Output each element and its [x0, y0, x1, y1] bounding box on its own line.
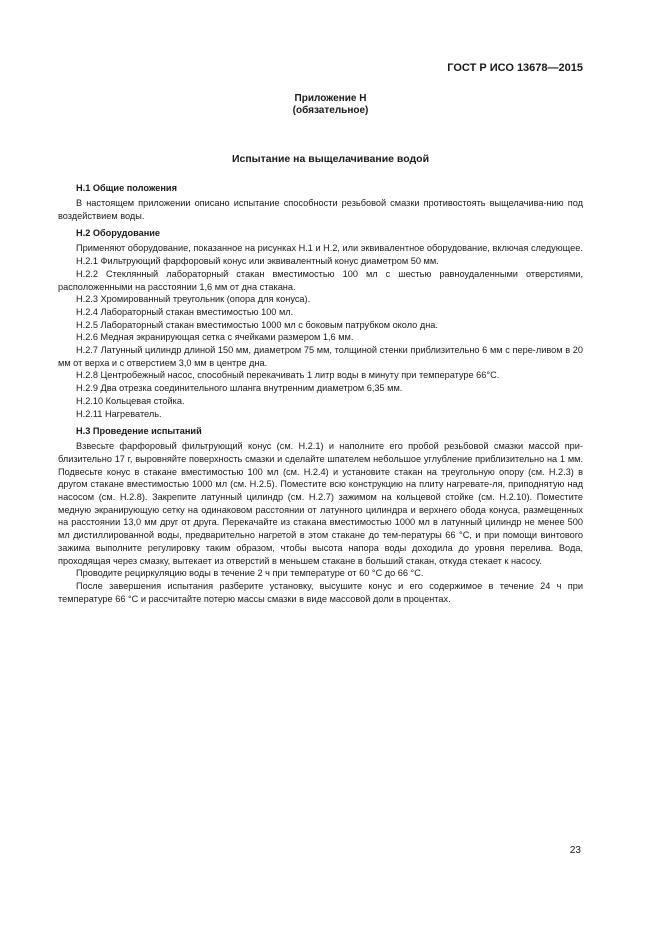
- section-equipment: [58, 227, 583, 420]
- paragraph: Взвесьте фарфоровый фильтрующий конус (см. Н.2.1) и наполните его пробой резьбовой смазки массой при-близительно 17 г, выровняйте поверхность смазки и сделайте шпателем небольшое углубление приблизительно на 1 мм. Подвесьте конус в стакане вместимостью 100 мл (см. Н.2.4) и установите стакан на треугольную опору (см. Н.2.3) в другом стакане вместимостью 1000 мл (см. Н.2.5). Поместите всю конструкцию на плиту нагревате-ля, приподнятую над насосом (см. Н.2.8). Закрепите латунный цилиндр (см. Н.2.7) зажимом на кольцевой стойке (см. Н.2.10). Поместите медную экранирующую сетку на одинаковом расстоянии от латунного цилиндра и верхнего обода конуса, размещенных на расстоянии 13,0 мм друг от друга. Перекачайте из стакана вместимостью 1000 мл в латунный цилиндр не менее 500 мл дистиллированной воды, предварительно нагретой в этом стакане до тем-пературы 66 °С, и при помощи винтового зажима выполните регулировку таким образом, чтобы высота напора воды доходила до уровня перелива. Вода, проходящая через смазку, вытекает из отверстий в меньшем стакане в больший стакан, откуда стекает к насосу.: [58, 441, 583, 566]
- annex-status: (обязательное): [292, 105, 369, 116]
- equipment-item: Н.2.6 Медная экранирующая сетка с ячейками размером 1,6 мм.: [76, 332, 354, 343]
- paragraph: Применяют оборудование, показанное на рисунках Н.1 и Н.2, или эквивалентное оборудование, включая следующее.: [76, 243, 583, 254]
- equipment-item: Н.2.10 Кольцевая стойка.: [76, 395, 185, 406]
- annex-title: Приложение Н: [294, 93, 367, 104]
- section-heading: Н.1 Общие положения: [76, 183, 177, 193]
- section-heading: Н.3 Проведение испытаний: [76, 426, 202, 437]
- document-header: ГОСТ Р ИСО 13678—2015: [447, 62, 583, 74]
- section-general: [58, 182, 583, 222]
- equipment-item: Н.2.7 Латунный цилиндр длиной 150 мм, диаметром 75 мм, толщиной стенки приблизительно 6 мм с пере-ливом в 20 мм от верха и с отверстием 3,0 мм в центре дна.: [58, 345, 583, 368]
- paragraph: После завершения испытания разберите установку, высушите конус и его содержимое в течение 24 ч при температуре 66 °С и рассчитайте потерю массы смазки в виде массовой доли в процентах.: [58, 580, 583, 604]
- equipment-item: Н.2.1 Фильтрующий фарфоровый конус или эквивалентный конус диаметром 50 мм.: [76, 256, 439, 267]
- section-procedure: [58, 425, 583, 605]
- page-number: 23: [569, 845, 581, 856]
- equipment-item: Н.2.2 Стеклянный лабораторный стакан вместимостью 100 мл с шестью равноудаленными отверстиями, расположенными на расстоянии 1,6 мм от дна стакана.: [58, 268, 583, 292]
- equipment-item: Н.2.11 Нагреватель.: [76, 408, 162, 419]
- paragraph: В настоящем приложении описано испытание способности резьбовой смазки противостоять выщелачива-нию под воздействием воды.: [58, 198, 583, 221]
- equipment-item: Н.2.9 Два отрезка соединительного шланга внутренним диаметром 6,35 мм.: [76, 383, 403, 394]
- paragraph: Проводите рециркуляцию воды в течение 2 ч при температуре от 60 °С до 66 °С.: [76, 568, 424, 579]
- section-heading: Н.2 Оборудование: [76, 228, 161, 239]
- equipment-item: Н.2.3 Хромированный треугольник (опора для конуса).: [76, 294, 311, 305]
- document-title: Испытание на выщелачивание водой: [231, 153, 430, 165]
- equipment-item: Н.2.8 Центробежный насос, способный перекачивать 1 литр воды в минуту при температуре 66°С.: [76, 370, 500, 381]
- equipment-item: Н.2.5 Лабораторный стакан вместимостью 1000 мл с боковым патрубком около дна.: [76, 319, 438, 330]
- document-body: [58, 182, 583, 605]
- annex-heading: [0, 93, 661, 117]
- equipment-item: Н.2.4 Лабораторный стакан вместимостью 100 мл.: [76, 306, 294, 317]
